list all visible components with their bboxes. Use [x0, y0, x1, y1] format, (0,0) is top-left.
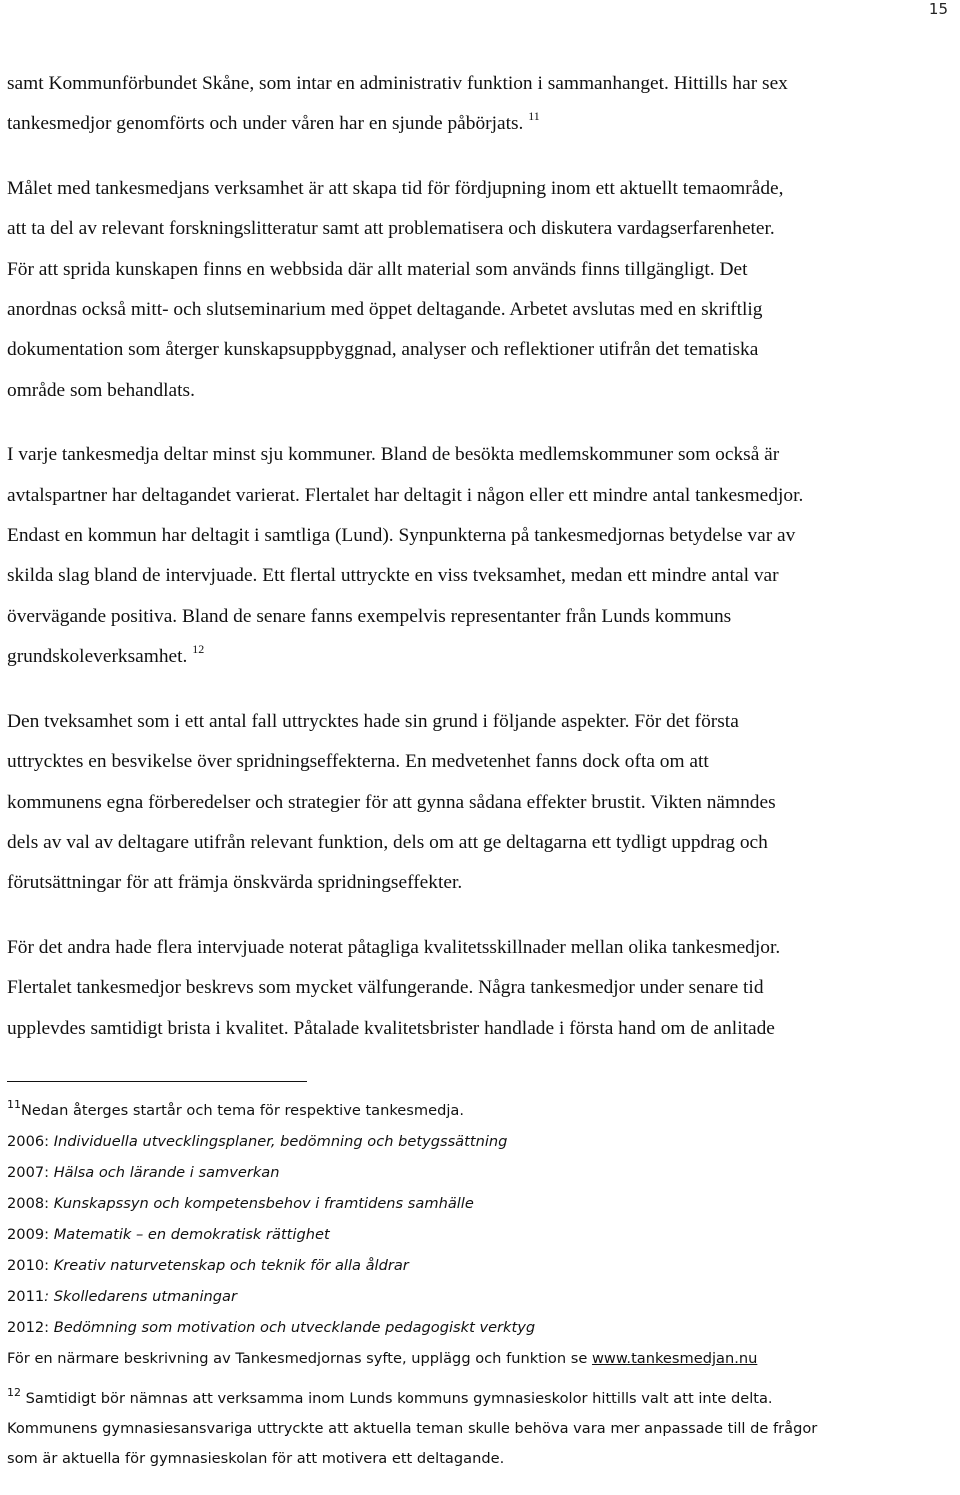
entry-year: 2010: [7, 1257, 54, 1274]
footnote-entry [7, 1126, 955, 1157]
paragraph-participation [7, 435, 955, 677]
entry-year: 2006: [7, 1133, 54, 1150]
text-line: dokumentation som återger kunskapsuppbyggnad, analyser och reflektioner utifrån det tematiska [7, 339, 759, 361]
tankesmedjan-link[interactable]: www.tankesmedjan.nu [591, 1350, 758, 1367]
text-line: uttrycktes en besvikelse över spridningseffekterna. En medvetenhet fanns dock ofta om att [7, 751, 709, 773]
text-line: att ta del av relevant forskningslitteratur samt att problematisera och diskutera vardagserfarenheter. [7, 218, 775, 240]
entry-theme: Individuella utvecklingsplaner, bedömning och betygssättning [53, 1133, 508, 1150]
entry-year: 2012: [7, 1319, 54, 1336]
text-line: tankesmedjor genomförts och under våren har en sjunde påbörjats. [7, 113, 524, 135]
footnote-marker-12: 12 [7, 1386, 21, 1399]
footnote-ref-11[interactable]: 11 [528, 109, 540, 124]
text-line: anordnas också mitt- och slutseminarium med öppet deltagande. Arbetet avslutas med en skriftlig [7, 299, 763, 321]
text-line: grundskoleverksamhet. [7, 646, 188, 668]
footnote-text: som är aktuella för gymnasieskolan för att motivera ett deltagande. [7, 1450, 505, 1467]
footnote-more-info: För en närmare beskrivning av Tankesmedjornas syfte, upplägg och funktion se [7, 1350, 592, 1367]
footnote-entry [7, 1188, 955, 1219]
text-line: Målet med tankesmedjans verksamhet är att skapa tid för fördjupning inom ett aktuellt temaområde, [7, 177, 784, 199]
entry-year: 2009: [7, 1226, 54, 1243]
footnote-text: Kommunens gymnasiesansvariga uttryckte att aktuella teman skulle behöva vara mer anpassade till de frågor [7, 1420, 818, 1437]
text-line: samt Kommunförbundet Skåne, som intar en administrativ funktion i sammanhanget. Hittills har sex [7, 73, 788, 94]
text-line: I varje tankesmedja deltar minst sju kommuner. Bland de besökta medlemskommuner som också är [7, 444, 780, 466]
text-line: Den tveksamhet som i ett antal fall uttrycktes hade sin grund i följande aspekter. För det första [7, 710, 739, 732]
entry-theme: Hälsa och lärande i samverkan [53, 1164, 280, 1181]
text-line: övervägande positiva. Bland de senare fanns exempelvis representanter från Lunds kommuns [7, 605, 732, 627]
footnotes [7, 1095, 955, 1474]
footnote-entry [7, 1219, 955, 1250]
footnote-entry [7, 1312, 955, 1343]
footnote-line [7, 1444, 955, 1474]
paragraph-intro [7, 64, 955, 145]
entry-theme: : Skolledarens utmaningar [44, 1288, 237, 1305]
page-number: 15 [928, 0, 948, 18]
footnote-intro-line [7, 1095, 955, 1126]
paragraph-quality [7, 928, 955, 1049]
footnote-more-info-line [7, 1343, 955, 1374]
paragraph-goal [7, 169, 955, 411]
entry-year: 2008: [7, 1195, 54, 1212]
footnote-line [7, 1384, 955, 1414]
text-line: kommunens egna förberedelser och strategier för att gynna sådana effekter brustit. Vikten nämndes [7, 791, 776, 813]
footnote-12 [7, 1384, 955, 1474]
footnote-11 [7, 1095, 955, 1374]
entry-theme: Kreativ naturvetenskap och teknik för alla åldrar [53, 1257, 409, 1274]
entry-theme: Matematik – en demokratisk rättighet [53, 1226, 330, 1243]
text-line: dels av val av deltagare utifrån relevant funktion, dels om att ge deltagarna ett tydligt uppdrag och [7, 831, 768, 853]
paragraph-hesitation [7, 702, 955, 904]
footnote-entry [7, 1157, 955, 1188]
text-line: avtalspartner har deltagandet varierat. Flertalet har deltagit i någon eller ett mindre antal tankesmedjor. [7, 484, 804, 506]
entry-theme: Kunskapssyn och kompetensbehov i framtidens samhälle [53, 1195, 474, 1212]
text-line: För det andra hade flera intervjuade noterat påtagliga kvalitetsskillnader mellan olika tankesmedjor. [7, 936, 781, 958]
footnote-entry [7, 1281, 955, 1312]
entry-year: 2007: [7, 1164, 54, 1181]
text-line: upplevdes samtidigt brista i kvalitet. Påtalade kvalitetsbrister handlade i första hand om de anlitade [7, 1017, 775, 1039]
footnote-separator [7, 1081, 307, 1082]
text-line: förutsättningar för att främja önskvärda spridningseffekter. [7, 872, 463, 894]
footnote-entry [7, 1250, 955, 1281]
footnote-text: Samtidigt bör nämnas att verksamma inom Lunds kommuns gymnasieskolor hittills valt att inte delta. [25, 1390, 773, 1407]
footnote-ref-12[interactable]: 12 [192, 642, 205, 657]
entry-theme: Bedömning som motivation och utvecklande pedagogiskt verktyg [53, 1319, 536, 1336]
body-text [7, 64, 955, 1049]
text-line: Endast en kommun har deltagit i samtliga (Lund). Synpunkterna på tankesmedjornas betydelse var av [7, 525, 796, 547]
entry-year: 2011 [7, 1288, 45, 1305]
text-line: Flertalet tankesmedjor beskrevs som mycket välfungerande. Några tankesmedjor under senare tid [7, 977, 764, 999]
footnote-intro: Nedan återges startår och tema för respektive tankesmedja. [21, 1102, 464, 1119]
text-line: skilda slag bland de intervjuade. Ett flertal uttryckte en viss tveksamhet, medan ett mindre antal var [7, 565, 779, 587]
text-line: område som behandlats. [7, 379, 195, 401]
footnote-line [7, 1414, 955, 1444]
footnote-marker-11: 11 [7, 1098, 21, 1111]
text-line: För att sprida kunskapen finns en webbsida där allt material som används finns tillgängligt. Det [7, 258, 748, 280]
